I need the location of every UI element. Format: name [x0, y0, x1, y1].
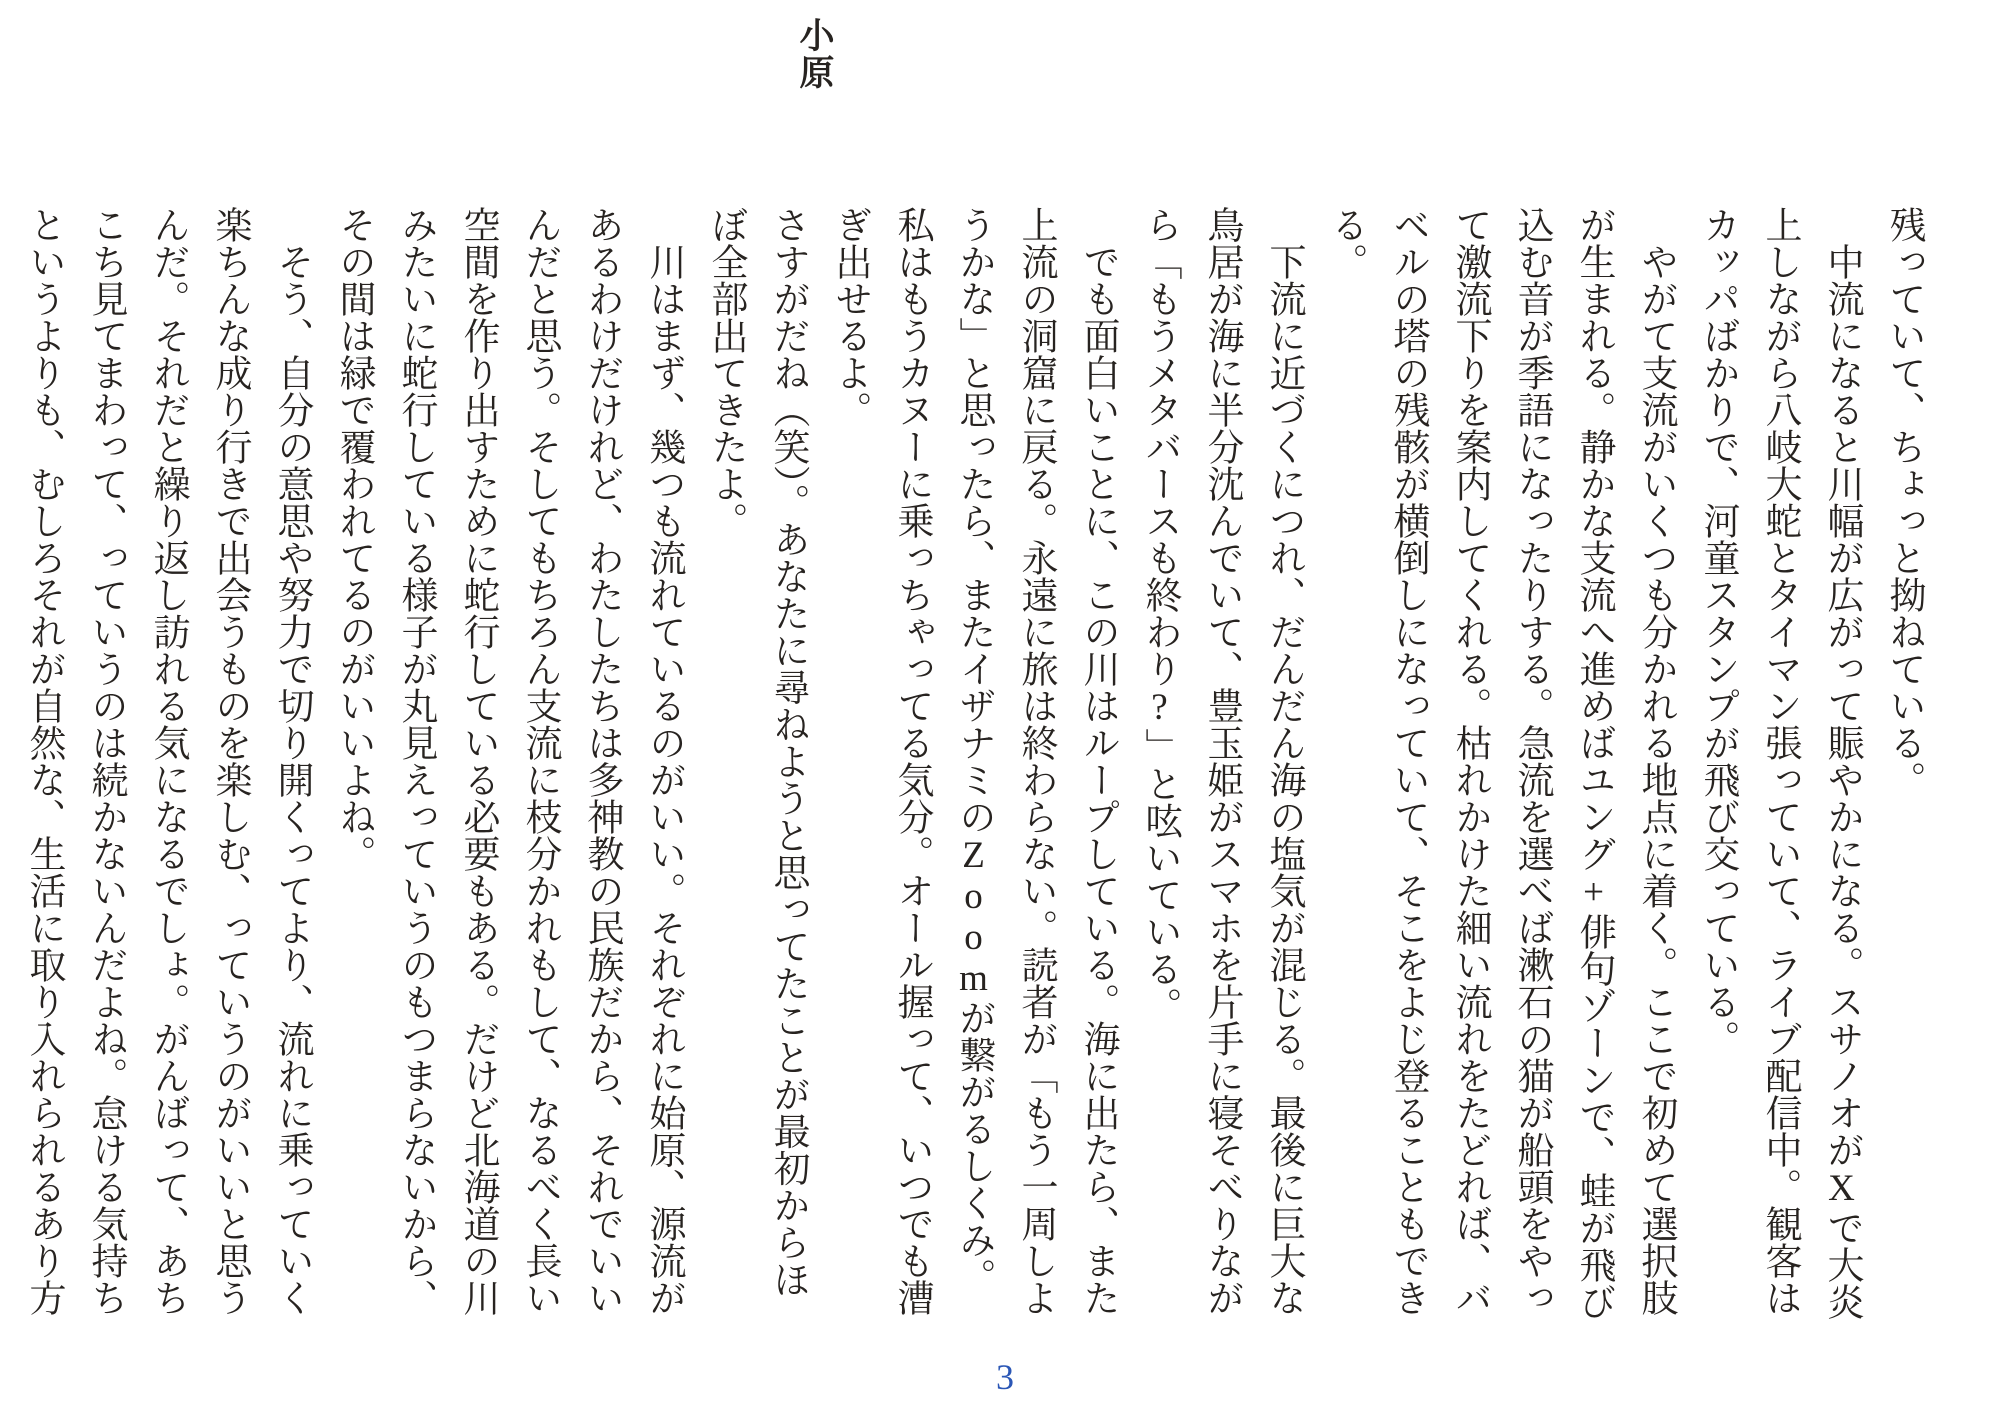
- paragraph: 下流に近づくにつれ、だんだん海の塩気が混じる。最後に巨大な鳥居が海に半分沈んでいて、豊玉姫がスマホを片手に寝そべりながら「もうメタバースも終わり?」と呟いている。: [1139, 206, 1304, 1316]
- paragraph: やがて支流がいくつも分かれる地点に着く。ここで初めて選択肢が生まれる。静かな支流へ進めばユング+俳句ゾーンで、蛙が飛び込む音が季語になったりする。急流を選べば漱石の猫が船頭をやって激流下りを案内してくれる。枯れかけた細い流れをたどれば、バベルの塔の残骸が横倒しになっていて、そこをよじ登ることもできる。: [1325, 206, 1676, 1320]
- paragraph: でも面白いことに、この川はループしている。海に出たら、また上流の洞窟に戻る。永遠に旅は終わらない。読者が「もう一周しようかな」と思ったら、またイザナミのZoomが繋がるしくみ。私はもうカヌーに乗っちゃってる気分。オール握って、いつでも漕ぎ出せるよ。: [829, 206, 1118, 1316]
- running-header: 小原: [795, 17, 834, 91]
- page-body: [4, 206, 1934, 1324]
- paragraph: そう、自分の意思や努力で切り開くってより、流れに乗っていく楽ちんな成り行きで出会うものを楽しむ、っていうのがいいと思うんだ。それだと繰り返し訪れる気になるでしょ。がんばって、あちこち見てまわって、っていうのは続かないんだよね。怠ける気持ちというよりも、むしろそれが自然な、生活に取り入れられるあり方: [23, 206, 312, 1316]
- paragraph: 残っていて、ちょっと拗ねている。: [1883, 206, 1924, 798]
- page-number: 3: [996, 1357, 1014, 1397]
- paragraph: 川はまず、幾つも流れているのがいい。それぞれに始原、源流があるわけだけれど、わたしたちは多神教の民族だから、それでいいんだと思う。そしてもちろん支流に枝分かれもして、なるべく長い空間を作り出すために蛇行している必要もある。だけど北海道の川みたいに蛇行している様子が丸見えっていうのもつまらないから、その間は緑で覆われてるのがいいよね。: [333, 206, 684, 1316]
- paragraph: 中流になると川幅が広がって賑やかになる。スサノオがXで大炎上しながら八岐大蛇とタイマン張っていて、ライブ配信中。観客はカッパばかりで、河童スタンプが飛び交っている。: [1697, 206, 1862, 1320]
- paragraph: さすがだね（笑）。あなたに尋ねようと思ってたことが最初からほぼ全部出てきたよ。: [705, 206, 808, 1298]
